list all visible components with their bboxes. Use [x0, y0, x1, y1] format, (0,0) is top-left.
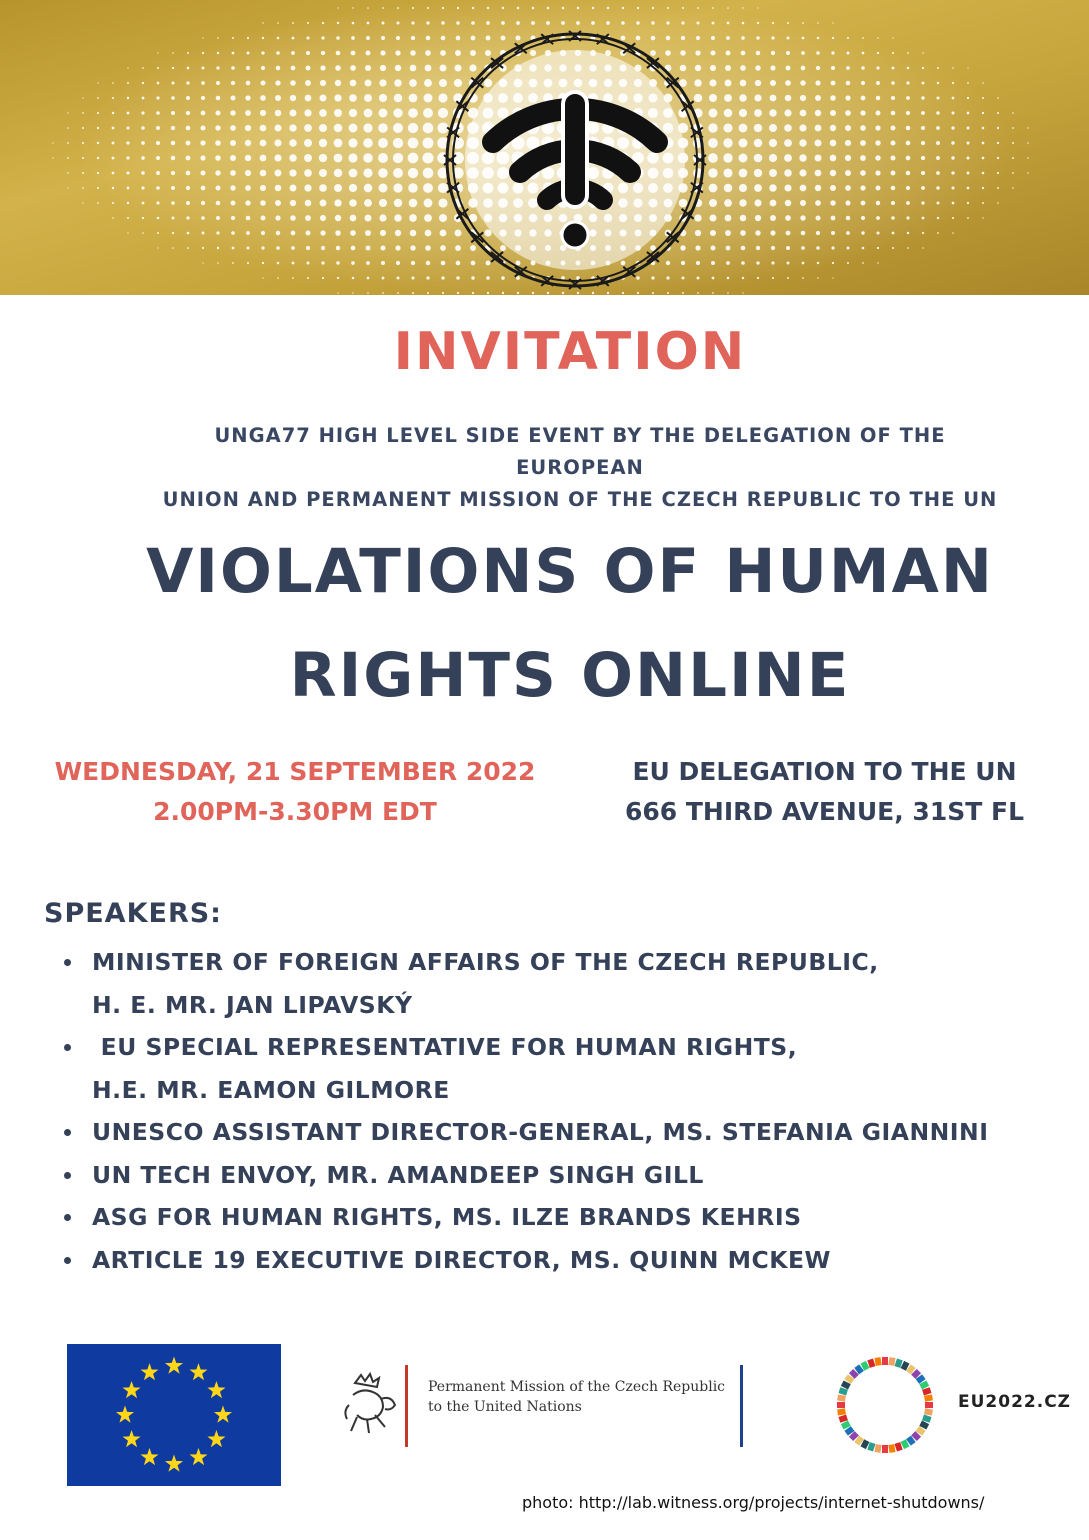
- speaker-line: UN TECH ENVOY, MR. AMANDEEP SINGH GILL: [92, 1160, 704, 1189]
- list-item: [62, 1111, 1062, 1154]
- eu2022-ring-icon: [830, 1350, 945, 1460]
- list-item: [62, 1239, 1062, 1282]
- banner-background: [0, 0, 1089, 295]
- list-item: [62, 941, 1062, 1026]
- speaker-line: EU SPECIAL REPRESENTATIVE FOR HUMAN RIGHTS,: [92, 1033, 798, 1061]
- speaker-line: ASG FOR HUMAN RIGHTS, MS. ILZE BRANDS KEHRIS: [92, 1203, 802, 1231]
- speaker-line: UNESCO ASSISTANT DIRECTOR-GENERAL, MS. STEFANIA GIANNINI: [92, 1118, 989, 1146]
- header-banner: [0, 0, 1089, 295]
- speakers-list: [62, 941, 1062, 1281]
- czech-mission-line-1: Permanent Mission of the Czech Republic: [428, 1379, 726, 1395]
- event-title-line-2: RIGHTS ONLINE: [289, 640, 851, 711]
- czech-mission-line-2: to the United Nations: [428, 1399, 582, 1415]
- speaker-line: ARTICLE 19 EXECUTIVE DIRECTOR, MS. QUINN MCKEW: [92, 1245, 831, 1274]
- speakers-heading: SPEAKERS:: [44, 898, 222, 929]
- eu2022-label: EU2022.CZ: [958, 1392, 1071, 1412]
- list-item: [62, 1154, 1062, 1197]
- list-item: [62, 1196, 1062, 1239]
- event-location: [612, 752, 1037, 832]
- speaker-line: MINISTER OF FOREIGN AFFAIRS OF THE CZECH REPUBLIC,: [92, 948, 879, 976]
- event-date-time: [30, 752, 560, 832]
- czech-logo-divider: [405, 1365, 408, 1447]
- photo-credit: photo: http://lab.witness.org/projects/internet-shutdowns/: [522, 1493, 985, 1512]
- czech-mission-text: [428, 1377, 725, 1417]
- invitation-heading: INVITATION: [393, 322, 747, 382]
- event-date: WEDNESDAY, 21 SEPTEMBER 2022: [54, 757, 536, 786]
- subtitle-line-1: UNGA77 HIGH LEVEL SIDE EVENT BY THE DELEGATION OF THE EUROPEAN: [214, 424, 946, 479]
- event-subtitle: [150, 420, 1010, 516]
- event-title: [120, 520, 1020, 728]
- wifi-exclamation-icon: [465, 50, 685, 270]
- eu2022-logo: [830, 1350, 1071, 1460]
- event-address: 666 THIRD AVENUE, 31ST FL: [624, 797, 1024, 826]
- speaker-name: H.E. MR. EAMON GILMORE: [92, 1075, 450, 1104]
- list-item: [62, 1026, 1062, 1111]
- event-time: 2.00PM-3.30PM EDT: [153, 797, 437, 826]
- czech-logo-divider-right: [740, 1365, 743, 1447]
- speaker-name: H. E. MR. JAN LIPAVSKÝ: [92, 990, 413, 1019]
- event-title-line-1: VIOLATIONS OF HUMAN: [146, 536, 994, 607]
- event-venue: EU DELEGATION TO THE UN: [632, 757, 1017, 786]
- czech-lion-icon: [335, 1365, 405, 1447]
- eu-flag-icon: [67, 1344, 281, 1486]
- subtitle-line-2: UNION AND PERMANENT MISSION OF THE CZECH REPUBLIC TO THE UN: [162, 488, 998, 511]
- czech-mission-logo: [335, 1365, 745, 1447]
